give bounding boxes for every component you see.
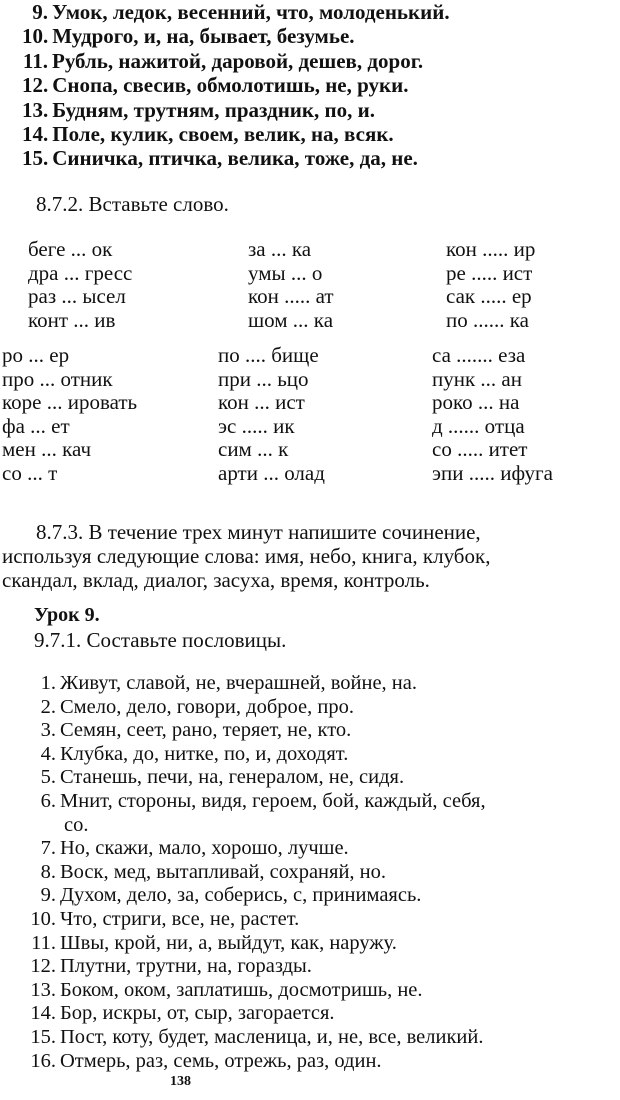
task-971-heading: 9.7.1. Составьте пословицы. [34, 628, 287, 652]
list-item: 12. Плутни, трутни, на, горазды. [30, 955, 312, 978]
list-item: 15. Синичка, птичка, велика, тоже, да, не. [22, 146, 418, 171]
proverb-list [30, 672, 486, 1073]
table-cell: коре ... ировать [2, 390, 138, 414]
table-cell: умы ... о [248, 260, 323, 285]
table-row [2, 415, 553, 439]
lesson-title: Урок 9. [34, 604, 100, 626]
table-cell: раз ... ысел [28, 284, 126, 308]
list-item: 3. Семян, сеет, рано, теряет, не, кто. [40, 719, 352, 742]
list-item: 7. Но, скажи, мало, хорошо, лучше. [40, 837, 349, 860]
table-cell: эпи ..... ифуга [432, 460, 553, 485]
list-item: 13. Будням, трутням, праздник, по, и. [22, 97, 375, 122]
list-item: 12. Снопа, свесив, обмолотишь, не, руки. [22, 73, 409, 98]
table-row [28, 309, 566, 333]
table-cell: по ...... ка [446, 307, 529, 332]
list-item: 14. Бор, искры, от, сыр, загорается. [30, 1002, 335, 1025]
list-item: 9. Духом, дело, за, соберись, с, принимаясь. [40, 884, 422, 907]
list-item: 4. Клубка, до, нитке, по, и, доходят. [40, 742, 349, 765]
table-cell: д ...... отца [432, 413, 525, 438]
task-873-paragraph [2, 520, 618, 592]
list-item: 2. Смело, дело, говори, доброе, про. [40, 695, 354, 718]
list-item: 13. Боком, оком, заплатишь, досмотришь, не. [30, 978, 423, 1001]
table-cell: со ..... итет [432, 437, 528, 461]
table-cell: кон ..... ат [248, 284, 334, 308]
paragraph-line: скандал, вклад, диалог, засуха, время, контроль. [2, 568, 430, 592]
table-cell: фа ... ет [2, 413, 70, 438]
task-872-heading: 8.7.2. Вставьте слово. [36, 192, 229, 216]
list-item: 15. Пост, коту, будет, масленица, и, не, все, великий. [30, 1025, 484, 1048]
list-item: 8. Воск, мед, вытапливай, сохраняй, но. [40, 860, 387, 883]
table-row [2, 462, 553, 486]
list-item: 11. Швы, крой, ни, а, выйдут, как, наружу. [31, 931, 397, 954]
list-item: 1. Живут, славой, не, вчерашней, войне, на. [40, 672, 417, 694]
table-row [2, 344, 553, 368]
word-grid-2 [2, 344, 553, 485]
table-cell: сак ..... ер [446, 284, 532, 308]
table-cell: мен ... кач [2, 437, 92, 461]
paragraph-line: 8.7.3. В течение трех минут напишите сочинение, [36, 520, 481, 544]
table-cell: за ... ка [248, 237, 312, 261]
list-item: 5. Станешь, печи, на, генералом, не, сидя. [40, 766, 405, 789]
table-cell: про ... отник [2, 366, 113, 391]
table-cell: беге ... ок [28, 237, 113, 261]
word-grid-1 [28, 238, 566, 332]
list-item: 10. Мудрого, и, на, бывает, безумье. [22, 24, 355, 49]
table-row [2, 368, 553, 392]
list-item: 9. Умок, ледок, весенний, что, молоденький. [32, 0, 450, 24]
table-cell: са ....... еза [432, 343, 526, 367]
list-item: 10. Что, стриги, все, не, растет. [30, 907, 300, 930]
table-row [28, 285, 566, 309]
table-cell: арти ... олад [218, 460, 325, 485]
table-cell: роко ... на [432, 390, 520, 414]
paragraph-line: используя следующие слова: имя, небо, книга, клубок, [2, 544, 491, 568]
table-cell: по .... бище [218, 343, 319, 367]
list-item: 14. Поле, кулик, своем, велик, на, всяк. [22, 121, 394, 146]
list-item: 16. Отмерь, раз, семь, отрежь, раз, один. [30, 1049, 382, 1072]
list-item: 6. Мнит, стороны, видя, героем, бой, каждый, себя, со. [40, 789, 486, 836]
table-row [2, 438, 553, 462]
table-cell: со ... т [2, 460, 58, 485]
table-row [2, 391, 553, 415]
table-cell: кон ... ист [218, 390, 305, 414]
table-cell: ре ..... ист [446, 260, 533, 285]
list-item: 11. Рубль, нажитой, даровой, дешев, дорог. [22, 48, 424, 73]
table-cell: сим ... к [218, 437, 289, 461]
table-row [28, 262, 566, 286]
table-cell: эс ..... ик [218, 413, 295, 438]
table-cell: при ... ьцо [218, 366, 309, 391]
table-cell: пунк ... ан [432, 366, 522, 391]
table-cell: шом ... ка [248, 307, 334, 332]
page-number: 138 [170, 1074, 191, 1089]
table-row [28, 238, 566, 262]
intro-proverb-list [22, 0, 450, 171]
table-cell: ро ... ер [2, 343, 70, 367]
table-cell: дра ... гресс [28, 260, 133, 285]
table-cell: конт ... ив [28, 307, 116, 332]
table-cell: кон ..... ир [446, 237, 536, 261]
